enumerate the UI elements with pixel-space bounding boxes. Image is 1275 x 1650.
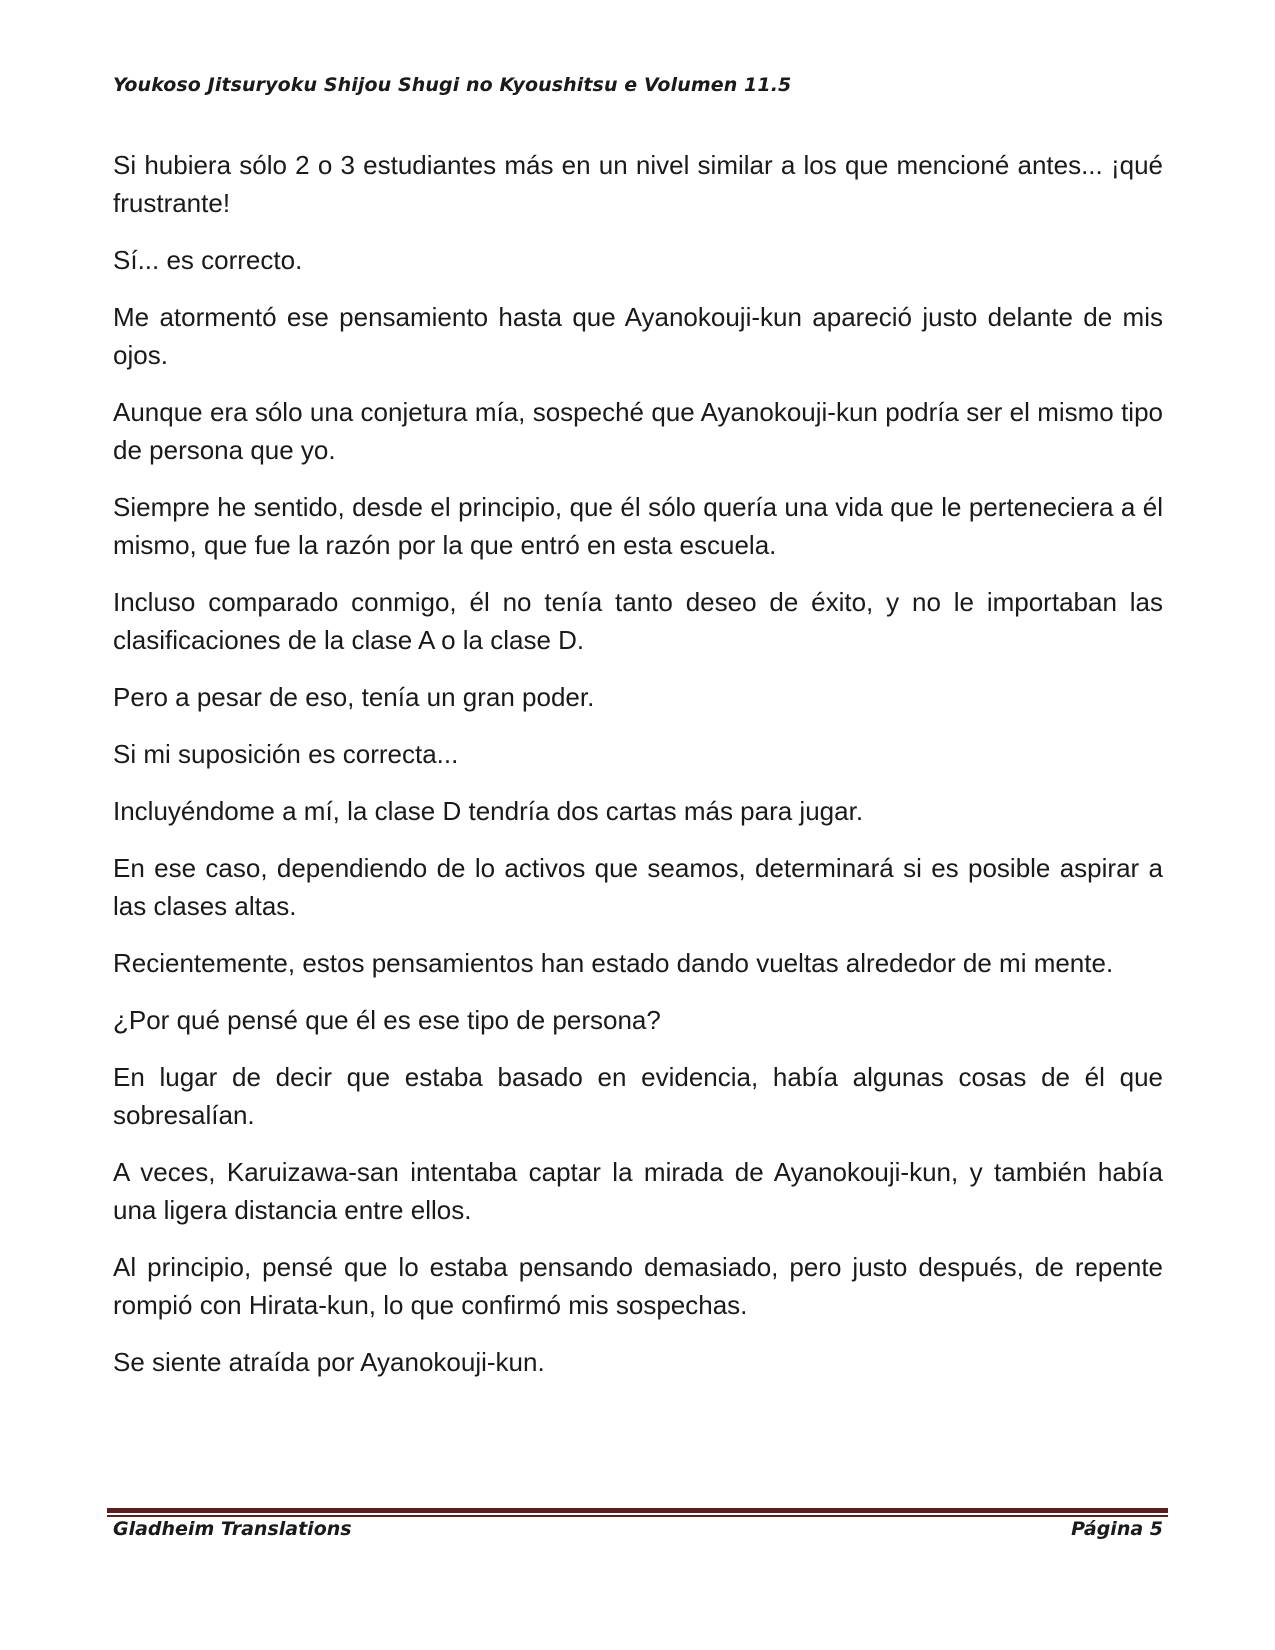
paragraph: Recientemente, estos pensamientos han estado dando vueltas alrededor de mi mente. bbox=[113, 948, 1114, 978]
paragraph: Sí... es correcto. bbox=[113, 245, 303, 275]
paragraph: Incluso comparado conmigo, él no tenía tanto deseo de éxito, y no le importaban las clasificaciones de la clase A o la clase D. bbox=[113, 587, 1163, 655]
paragraph: A veces, Karuizawa-san intentaba captar la mirada de Ayanokouji-kun, y también había una ligera distancia entre ellos. bbox=[113, 1157, 1163, 1225]
paragraph: Incluyéndome a mí, la clase D tendría dos cartas más para jugar. bbox=[113, 796, 864, 826]
paragraph: ¿Por qué pensé que él es ese tipo de persona? bbox=[113, 1005, 661, 1035]
page-header-title: Youkoso Jitsuryoku Shijou Shugi no Kyoushitsu e Volumen 11.5 bbox=[113, 74, 792, 96]
paragraph: Me atormentó ese pensamiento hasta que Ayanokouji-kun apareció justo delante de mis ojos. bbox=[113, 302, 1163, 370]
document-body bbox=[113, 146, 1163, 1400]
paragraph: Pero a pesar de eso, tenía un gran poder. bbox=[113, 682, 595, 712]
footer-publisher: Gladheim Translations bbox=[113, 1518, 352, 1540]
paragraph: Siempre he sentido, desde el principio, que él sólo quería una vida que le perteneciera a él mismo, que fue la razón por la que entró en esta escuela. bbox=[113, 492, 1163, 560]
footer-page-number: Página 5 bbox=[1071, 1518, 1163, 1540]
paragraph: Si mi suposición es correcta... bbox=[113, 739, 459, 769]
paragraph: Se siente atraída por Ayanokouji-kun. bbox=[113, 1347, 545, 1377]
page-footer bbox=[113, 1518, 1163, 1540]
footer-divider-thin-line bbox=[107, 1515, 1168, 1517]
paragraph: En lugar de decir que estaba basado en evidencia, había algunas cosas de él que sobresalían. bbox=[113, 1062, 1163, 1130]
paragraph: En ese caso, dependiendo de lo activos que seamos, determinará si es posible aspirar a las clases altas. bbox=[113, 853, 1163, 921]
paragraph: Si hubiera sólo 2 o 3 estudiantes más en un nivel similar a los que mencioné antes... ¡qué frustrante! bbox=[113, 150, 1163, 218]
footer-divider bbox=[107, 1508, 1168, 1517]
paragraph: Al principio, pensé que lo estaba pensando demasiado, pero justo después, de repente rompió con Hirata-kun, lo que confirmó mis sospechas. bbox=[113, 1252, 1163, 1320]
paragraph: Aunque era sólo una conjetura mía, sospeché que Ayanokouji-kun podría ser el mismo tipo de persona que yo. bbox=[113, 397, 1163, 465]
